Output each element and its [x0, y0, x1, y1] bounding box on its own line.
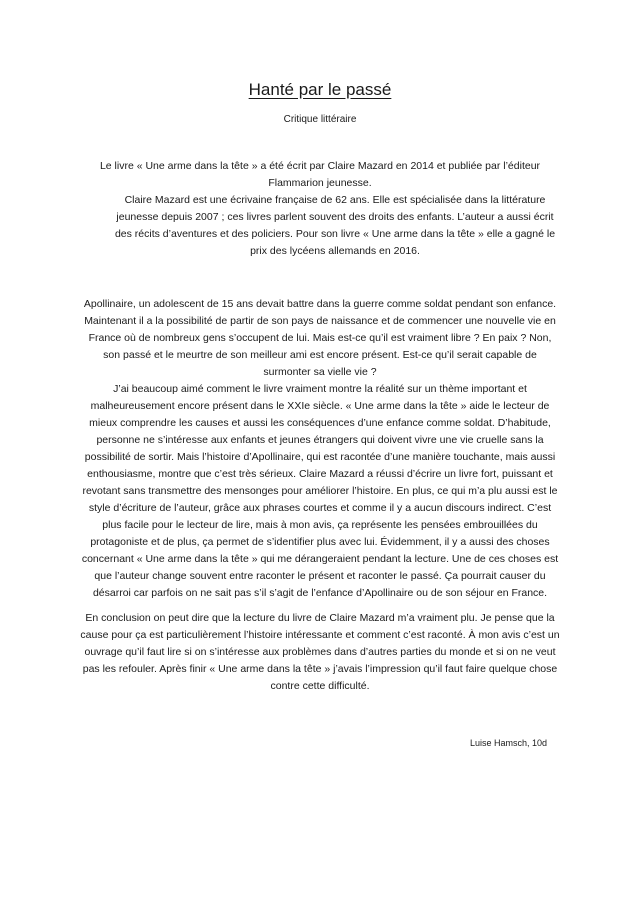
- paragraph-conclusion: En conclusion on peut dire que la lecture du livre de Claire Mazard m’a vraiment plu. Je pense que la cause pour ça est particulièrement l’histoire intéressante et comment c’est raconté. À mon avis c’est un ouvrage qu’il faut lire si on s’intéresse aux problèmes dans d’autres parties du monde et si on ne veut pas les refouler. Après finir « Une arme dans la tête » j’avais l’impression qu’il faut faire quelque chose contre cette difficulté.: [80, 612, 560, 692]
- author-signature: Luise Hamsch, 10d: [470, 738, 548, 748]
- paragraph-intro: Le livre « Une arme dans la tête » a été écrit par Claire Mazard en 2014 et publiée par l’éditeur Flammarion jeunesse.: [99, 160, 541, 189]
- paragraph-summary: Apollinaire, un adolescent de 15 ans devait battre dans la guerre comme soldat pendant son enfance. Maintenant il a la possibilité de partir de son pays de naissance et de commencer une nouvelle vie en France où de nombreux gens s’occupent de lui. Mais est-ce qu’il est vraiment libre ? En paix ? Non, son passé et le meurtre de son meilleur ami est encore présent. Est-ce qu’il serait capable de surmonter sa vielle vie ?: [83, 298, 557, 378]
- paragraph-author: Claire Mazard est une écrivaine française de 62 ans. Elle est spécialisée dans la littérature jeunesse depuis 2007 ; ces livres parlent souvent des droits des enfants. L’auteur a aussi écrit des récits d’aventures et des policiers. Pour son livre « Une arme dans la tête » elle a gagné le prix des lycéens allemands en 2016.: [114, 194, 556, 257]
- document-title: Hanté par le passé: [248, 80, 392, 99]
- paragraph-opinion: J’ai beaucoup aimé comment le livre vraiment montre la réalité sur un thème important et malheureusement encore présent dans le XXIe siècle. « Une arme dans la tête » aide le lecteur de mieux comprendre les causes et aussi les conséquences d’une enfance comme soldat. D’habitude, personne ne s’intéresse aux enfants et jeunes étrangers qui doivent vivre une vie cruelle sans la possibilité de sortir. Mais l’histoire d’Apollinaire, qui est racontée d’une manière touchante, mais aussi enthousiasme, montre que c’est très sérieux. Claire Mazard a réussi d’écrire un livre fort, puissant et revotant sans transmettre des mensonges pour améliorer l’histoire. En plus, ce qui m’a plu aussi est le style d’écriture de l’auteur, grâce aux phrases courtes et comme il y a aucun discours indirect. C’est plus facile pour le lecteur de lire, mais à mon avis, ça représente les pensées embrouillées du protagoniste et de plus, ça permet de s’identifier plus avec lui. Évidemment, il y a aussi des choses concernant « Une arme dans la tête » qui me dérangeraient pendant la lecture. Une de ces choses est que l’auteur change souvent entre raconter le présent et raconter le passé. Ça pourrait causer du désarroi car parfois on ne sait pas s’il s’agit de l’enfance d’Apollinaire ou de son séjour en France.: [81, 383, 559, 599]
- document-subtitle: Critique littéraire: [283, 114, 357, 125]
